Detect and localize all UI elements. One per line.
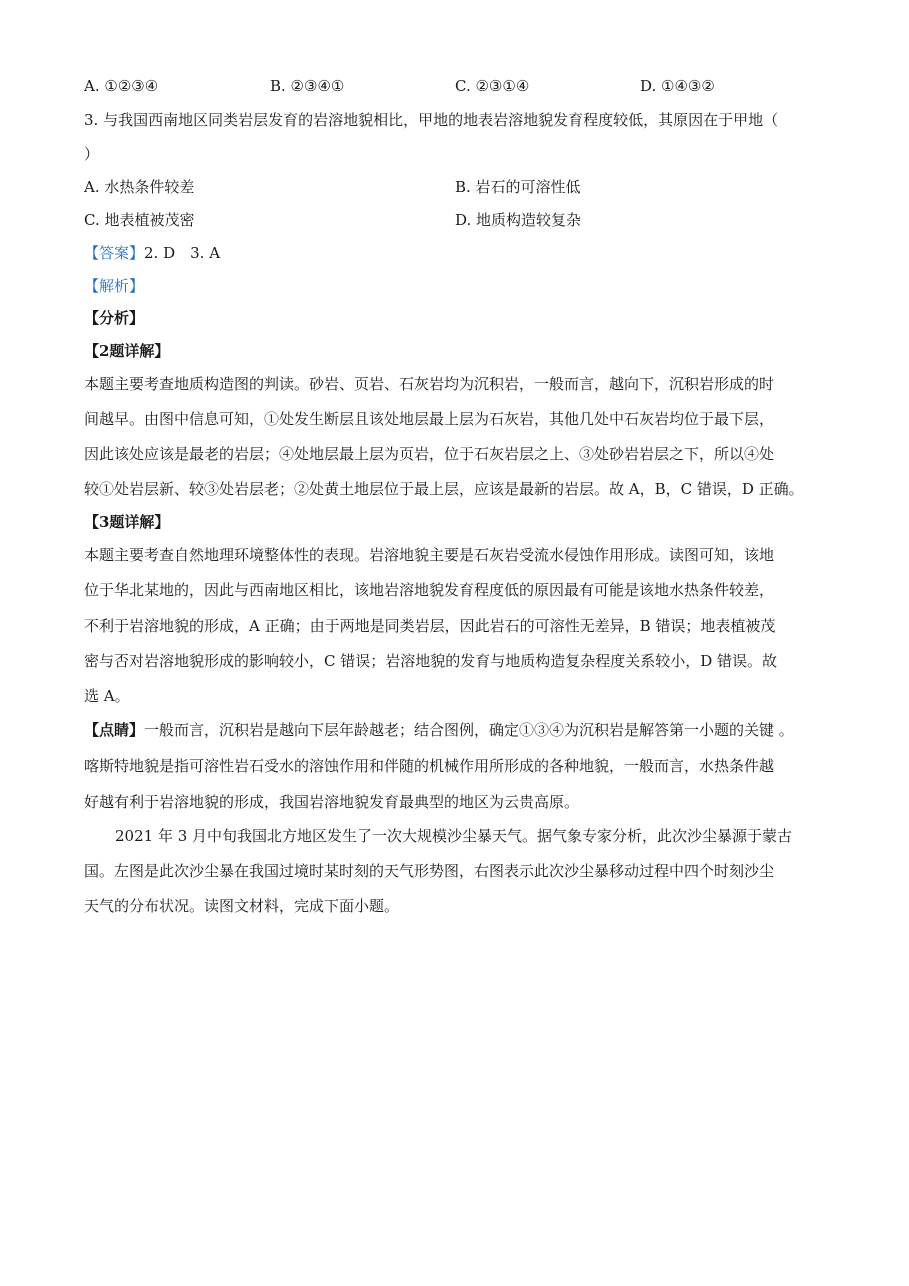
dianjing-text: 一般而言，沉积岩是越向下层年龄越老；结合图例，确定①③④为沉积岩是解答第一小题的关键 。: [144, 721, 794, 739]
answer-text: 2. D 3. A: [144, 244, 221, 262]
q3-detail-line: 本题主要考查自然地理环境整体性的表现。岩溶地貌主要是石灰岩受流水侵蚀作用形成。读图可知，该地: [84, 546, 775, 564]
dianjing-line: 好越有利于岩溶地貌的形成，我国岩溶地貌发育最典型的地区为云贵高原。: [84, 793, 580, 811]
q3-detail-line: 密与否对岩溶地貌形成的影响较小，C 错误；岩溶地貌的发育与地质构造复杂程度关系较小，D 错误。故: [84, 652, 778, 670]
q2-detail-line: 因此该处应该是最老的岩层；④处地层最上层为页岩，位于石灰岩层之上、③处砂岩岩层之下，所以④处: [84, 445, 775, 463]
material-line: 国。左图是此次沙尘暴在我国过境时某时刻的天气形势图，右图表示此次沙尘暴移动过程中四个时刻沙尘: [84, 862, 775, 880]
dianjing-label: 【点睛】: [84, 721, 145, 739]
q3-detail-line: 位于华北某地的，因此与西南地区相比，该地岩溶地貌发育程度低的原因最有可能是该地水热条件较差，: [84, 581, 775, 599]
q2-option-a: A. ①②③④: [84, 77, 159, 95]
q2-detail-label: 【2题详解】: [84, 342, 170, 360]
q3-option-a: A. 水热条件较差: [84, 178, 195, 196]
q3-detail-line: 选 A。: [84, 687, 130, 705]
dianjing-line: 喀斯特地貌是指可溶性岩石受水的溶蚀作用和伴随的机械作用所形成的各种地貌，一般而言，水热条件越: [84, 757, 775, 775]
q3-option-b: B. 岩石的可溶性低: [455, 178, 581, 196]
q3-option-d: D. 地质构造较复杂: [455, 211, 582, 229]
material-line: 天气的分布状况。读图文材料，完成下面小题。: [84, 897, 400, 915]
q2-detail-line: 较①处岩层新、较③处岩层老；②处黄土地层位于最上层，应该是最新的岩层。故 A，B，C 错误，D 正确。: [84, 480, 804, 498]
q3-detail-line: 不利于岩溶地貌的形成，A 正确；由于两地是同类岩层，因此岩石的可溶性无差异，B 错误；地表植被茂: [84, 617, 776, 635]
q2-option-d: D. ①④③②: [640, 77, 715, 95]
answer-label: 【答案】: [84, 244, 145, 262]
fenxi-label: 【分析】: [84, 309, 145, 327]
q2-option-c: C. ②③①④: [455, 77, 530, 95]
q2-detail-line: 间越早。由图中信息可知，①处发生断层且该处地层最上层为石灰岩，其他几处中石灰岩均位于最下层，: [84, 410, 775, 428]
analysis-label: 【解析】: [84, 277, 145, 295]
q3-stem-line-2: ）: [84, 145, 100, 163]
answer-line: [84, 243, 220, 263]
q2-detail-line: 本题主要考查地质构造图的判读。砂岩、页岩、石灰岩均为沉积岩，一般而言，越向下，沉积岩形成的时: [84, 375, 775, 393]
q2-option-b: B. ②③④①: [270, 77, 345, 95]
dianjing-line-1: [84, 720, 794, 740]
q3-option-c: C. 地表植被茂密: [84, 211, 195, 229]
q3-detail-label: 【3题详解】: [84, 513, 170, 531]
q3-stem-line-1: 3. 与我国西南地区同类岩层发育的岩溶地貌相比，甲地的地表岩溶地貌发育程度较低，其原因在于甲地（: [84, 111, 779, 129]
material-line: 2021 年 3 月中旬我国北方地区发生了一次大规模沙尘暴天气。据气象专家分析，此次沙尘暴源于蒙古: [115, 827, 793, 845]
